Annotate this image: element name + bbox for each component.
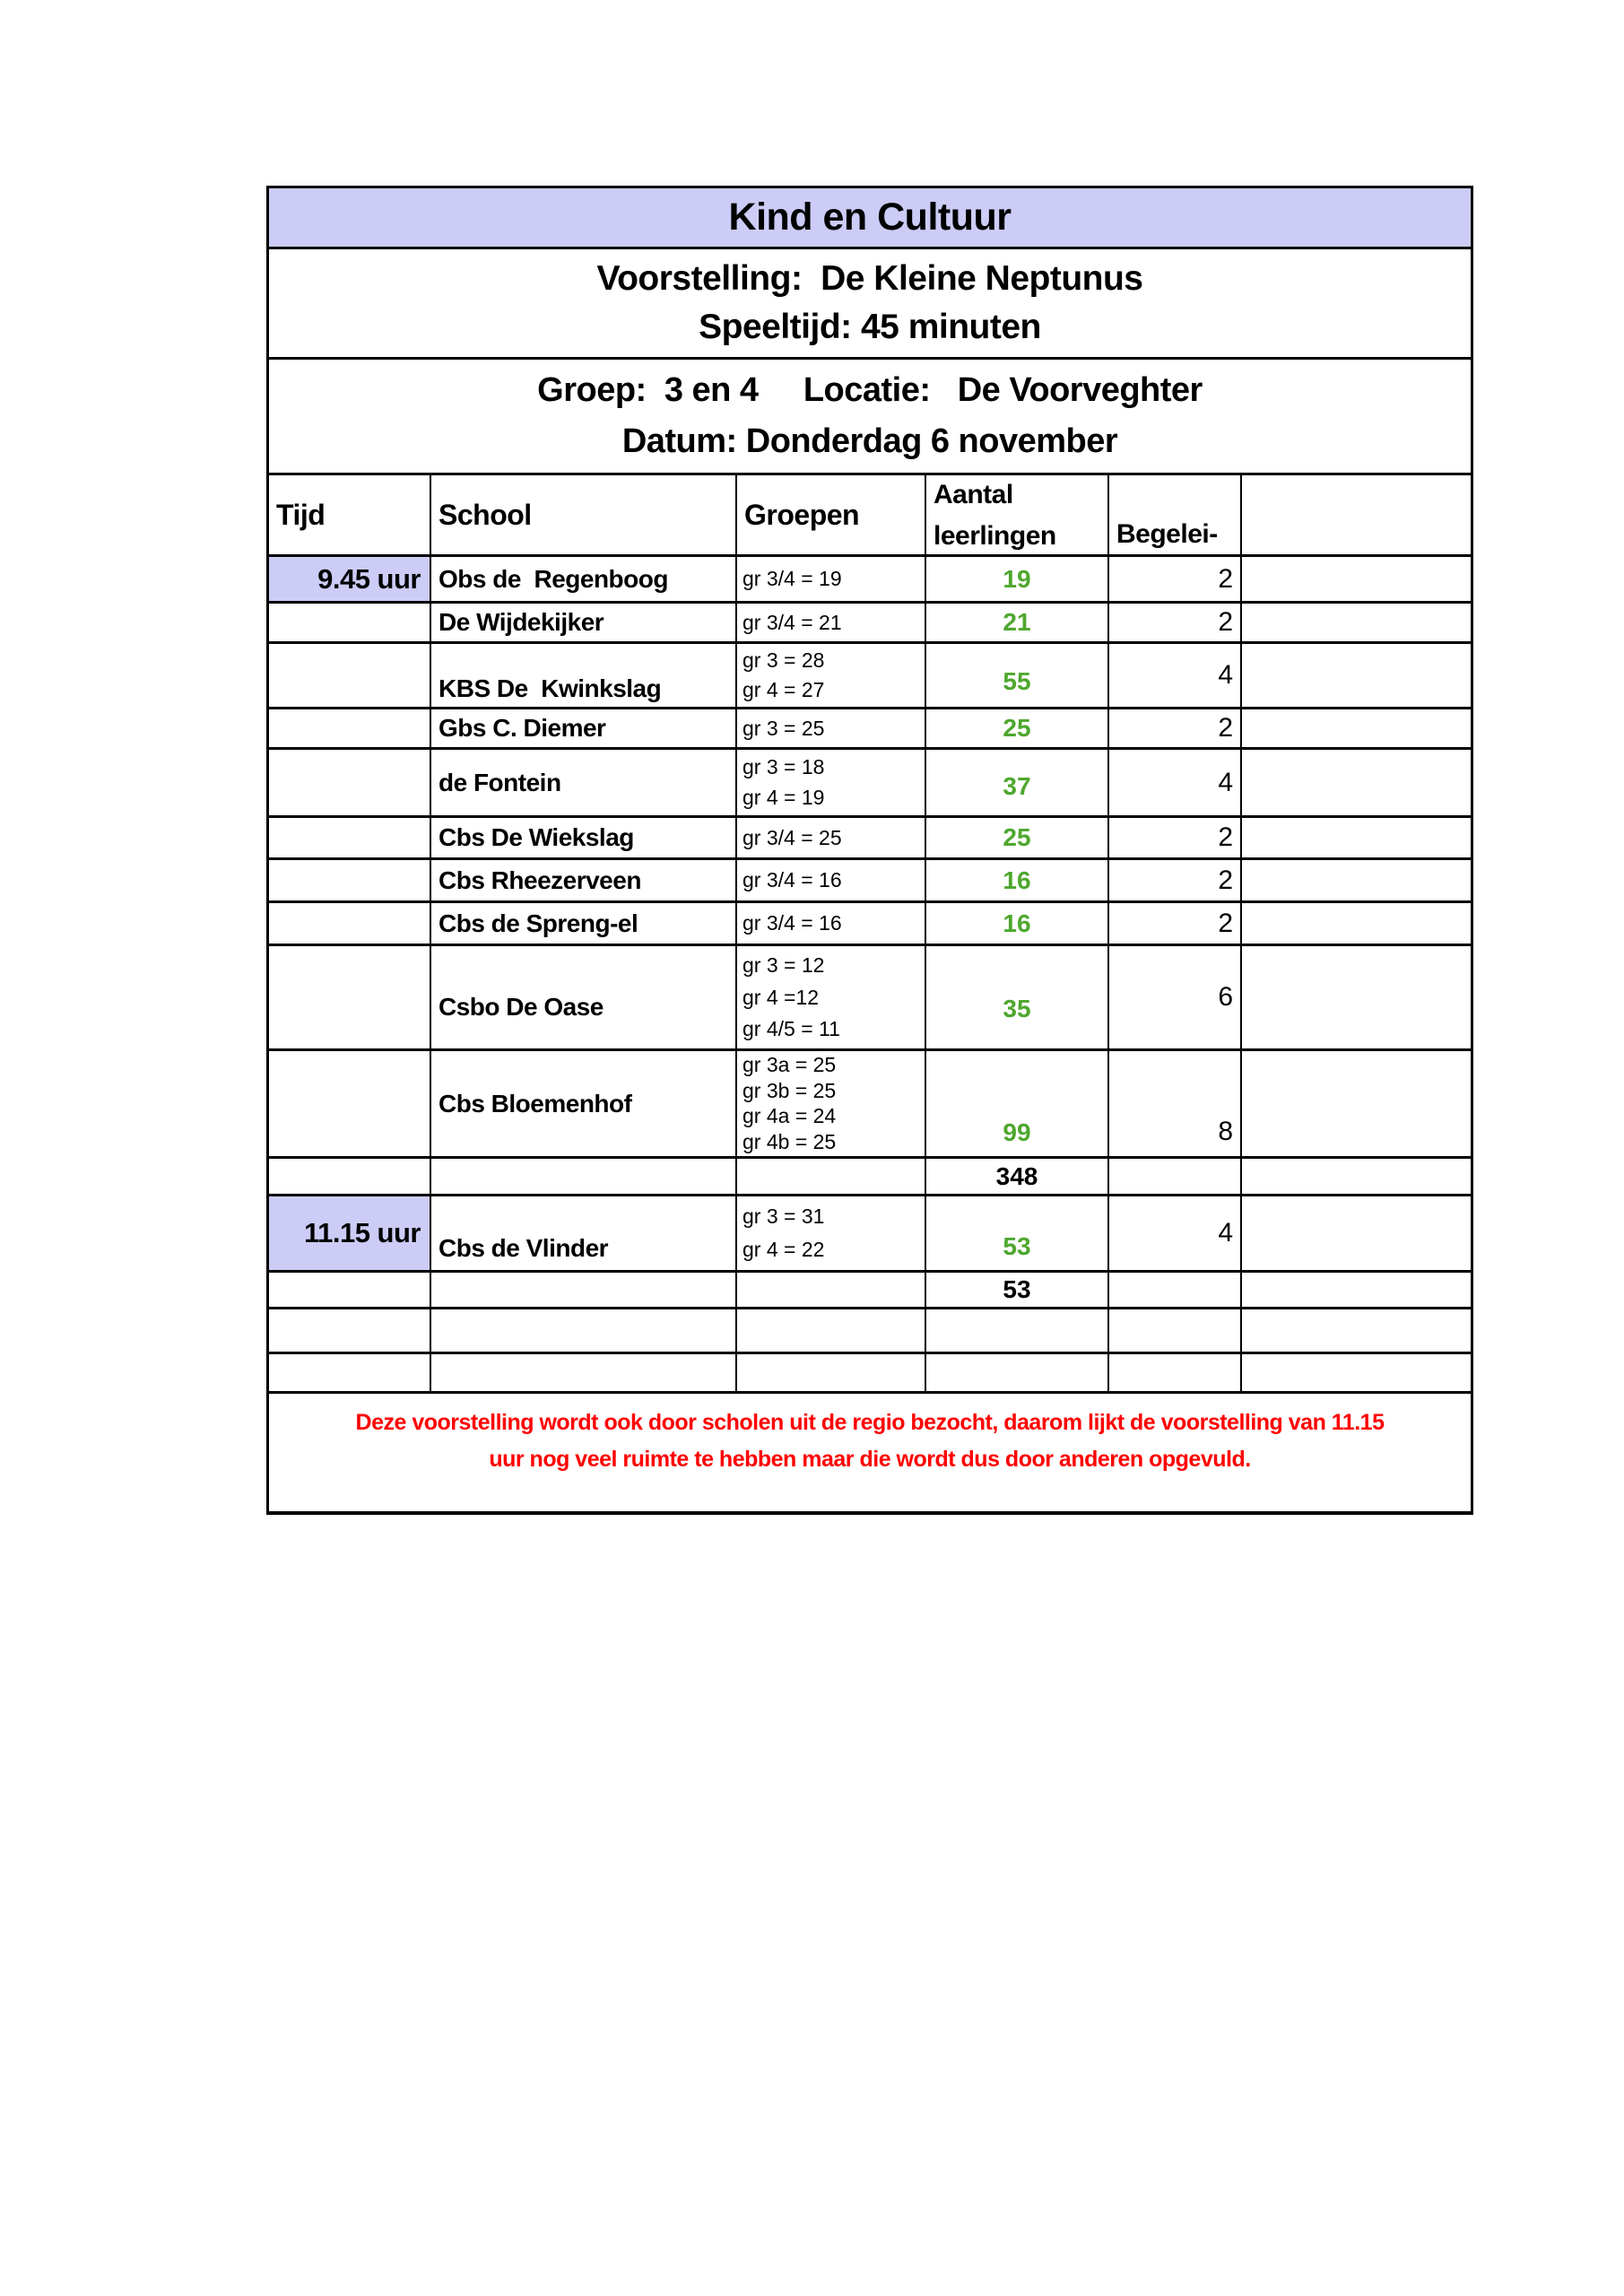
groep-line: gr 4 =12 [743, 985, 820, 1009]
groepen-cell [737, 946, 926, 1048]
tijd-cell: 9.45 uur [269, 557, 431, 601]
extra-cell [1242, 604, 1471, 641]
column-header-row [269, 475, 1471, 557]
group-info-band [269, 360, 1471, 475]
school-cell: Cbs De Wiekslag [431, 818, 737, 857]
groepen-cell [737, 1051, 926, 1156]
show-info-band [269, 249, 1471, 360]
extra-cell [1242, 644, 1471, 707]
voorstelling-line: Voorstelling: De Kleine Neptunus [596, 258, 1143, 298]
extra-cell [1242, 903, 1471, 944]
aantal-cell: 53 [926, 1273, 1109, 1307]
aantal-cell: 55 [926, 644, 1109, 707]
groepen-cell [737, 709, 926, 747]
groep-line: gr 3/4 = 16 [743, 911, 842, 935]
header-aantal-line1: Aantal [934, 480, 1013, 509]
groep-line: gr 4 = 19 [743, 785, 825, 809]
groep-line: gr 3 = 25 [743, 716, 825, 740]
school-cell: De Wijdekijker [431, 604, 737, 641]
school-cell: Csbo De Oase [431, 946, 737, 1048]
tijd-cell [269, 860, 431, 900]
begeleiders-cell: 4 [1109, 750, 1242, 815]
school-cell: Gbs C. Diemer [431, 709, 737, 747]
table-body [269, 557, 1471, 1394]
groepen-cell [737, 1196, 926, 1270]
begeleiders-cell: 2 [1109, 709, 1242, 747]
begeleiders-cell: 2 [1109, 818, 1242, 857]
begeleiders-cell [1109, 1159, 1242, 1194]
aantal-cell: 53 [926, 1196, 1109, 1270]
speeltijd-line: Speeltijd: 45 minuten [699, 308, 1041, 347]
extra-cell [1242, 1354, 1471, 1391]
table-row [269, 818, 1471, 860]
groep-line: gr 3 = 12 [743, 953, 825, 978]
tijd-cell [269, 709, 431, 747]
tijd-cell [269, 1159, 431, 1194]
note-line2: uur nog veel ruimte te hebben maar die wordt dus door anderen opgevuld. [489, 1447, 1251, 1473]
header-school: School [431, 475, 737, 554]
table-row [269, 1273, 1471, 1309]
tijd-cell [269, 750, 431, 815]
begeleiders-cell: 2 [1109, 903, 1242, 944]
begeleiders-cell: 2 [1109, 604, 1242, 641]
table-row [269, 1196, 1471, 1273]
table-row [269, 557, 1471, 604]
extra-cell [1242, 1051, 1471, 1156]
school-cell: KBS De Kwinkslag [431, 644, 737, 707]
tijd-cell [269, 903, 431, 944]
datum-line: Datum: Donderdag 6 november [621, 422, 1118, 460]
schedule-table [266, 186, 1473, 1515]
extra-cell [1242, 1309, 1471, 1352]
tijd-cell [269, 818, 431, 857]
begeleiders-cell [1109, 1273, 1242, 1307]
extra-cell [1242, 750, 1471, 815]
school-cell: Cbs Bloemenhof [431, 1051, 737, 1156]
title-band [269, 188, 1471, 249]
school-cell: Cbs Rheezerveen [431, 860, 737, 900]
extra-cell [1242, 709, 1471, 747]
groep-line: gr 4a = 24 [743, 1104, 837, 1128]
aantal-cell [926, 1309, 1109, 1352]
header-extra [1242, 475, 1471, 554]
begeleiders-cell [1109, 1354, 1242, 1391]
extra-cell [1242, 1273, 1471, 1307]
groepen-cell [737, 860, 926, 900]
groep-locatie-line: Groep: 3 en 4 Locatie: De Voorveghter [537, 371, 1203, 410]
school-cell [431, 1354, 737, 1391]
tijd-cell [269, 1354, 431, 1391]
groep-line: gr 3/4 = 25 [743, 825, 842, 849]
groepen-cell [737, 644, 926, 707]
aantal-cell: 19 [926, 557, 1109, 601]
groep-line: gr 3b = 25 [743, 1078, 837, 1102]
note-text [269, 1394, 1471, 1511]
begeleiders-cell: 2 [1109, 557, 1242, 601]
groep-line: gr 3/4 = 19 [743, 567, 842, 590]
table-row [269, 1309, 1471, 1354]
groepen-cell [737, 750, 926, 815]
note-line1: Deze voorstelling wordt ook door scholen uit de regio bezocht, daarom lijkt de voorstelling van 11.15 [355, 1410, 1385, 1435]
header-groepen: Groepen [737, 475, 926, 554]
groep-line: gr 3a = 25 [743, 1052, 837, 1076]
aantal-cell: 99 [926, 1051, 1109, 1156]
extra-cell [1242, 557, 1471, 601]
table-row [269, 750, 1471, 818]
groepen-cell [737, 557, 926, 601]
table-row [269, 604, 1471, 644]
tijd-cell [269, 946, 431, 1048]
extra-cell [1242, 818, 1471, 857]
extra-cell [1242, 946, 1471, 1048]
aantal-cell: 21 [926, 604, 1109, 641]
extra-cell [1242, 1159, 1471, 1194]
tijd-cell [269, 644, 431, 707]
aantal-cell: 37 [926, 750, 1109, 815]
aantal-cell: 35 [926, 946, 1109, 1048]
groepen-cell [737, 1159, 926, 1194]
groepen-cell [737, 818, 926, 857]
groepen-cell [737, 1354, 926, 1391]
groepen-cell [737, 903, 926, 944]
table-row [269, 1159, 1471, 1196]
tijd-cell [269, 604, 431, 641]
extra-cell [1242, 1196, 1471, 1270]
groepen-cell [737, 1273, 926, 1307]
aantal-cell: 25 [926, 818, 1109, 857]
extra-cell [1242, 860, 1471, 900]
groep-line: gr 4/5 = 11 [743, 1016, 840, 1040]
school-cell [431, 1309, 737, 1352]
school-cell [431, 1159, 737, 1194]
header-begeleiders: Begelei- [1109, 475, 1242, 554]
header-aantal-line2: leerlingen [934, 521, 1056, 551]
school-cell [431, 1273, 737, 1307]
groepen-cell [737, 604, 926, 641]
table-row [269, 1051, 1471, 1159]
tijd-cell [269, 1273, 431, 1307]
groepen-cell [737, 1309, 926, 1352]
groep-line: gr 3/4 = 21 [743, 610, 842, 634]
aantal-cell: 25 [926, 709, 1109, 747]
table-row [269, 860, 1471, 903]
groep-line: gr 3 = 28 [743, 648, 825, 673]
begeleiders-cell [1109, 1309, 1242, 1352]
school-cell: Cbs de Vlinder [431, 1196, 737, 1270]
header-aantal-leerlingen [926, 475, 1109, 554]
page-title: Kind en Cultuur [728, 196, 1012, 239]
begeleiders-cell: 2 [1109, 860, 1242, 900]
begeleiders-cell: 8 [1109, 1051, 1242, 1156]
begeleiders-cell: 4 [1109, 644, 1242, 707]
table-row [269, 709, 1471, 750]
school-cell: Cbs de Spreng-el [431, 903, 737, 944]
table-row [269, 1354, 1471, 1394]
groep-line: gr 4 = 22 [743, 1237, 825, 1261]
tijd-cell: 11.15 uur [269, 1196, 431, 1270]
aantal-cell: 16 [926, 903, 1109, 944]
groep-line: gr 3/4 = 16 [743, 868, 842, 891]
groep-line: gr 4b = 25 [743, 1130, 837, 1154]
begeleiders-cell: 4 [1109, 1196, 1242, 1270]
groep-line: gr 3 = 18 [743, 755, 825, 779]
aantal-cell: 16 [926, 860, 1109, 900]
header-tijd: Tijd [269, 475, 431, 554]
table-row [269, 903, 1471, 946]
school-cell: de Fontein [431, 750, 737, 815]
groep-line: gr 4 = 27 [743, 677, 825, 701]
school-cell: Obs de Regenboog [431, 557, 737, 601]
table-row [269, 946, 1471, 1051]
tijd-cell [269, 1309, 431, 1352]
table-row [269, 644, 1471, 709]
begeleiders-cell: 6 [1109, 946, 1242, 1048]
groep-line: gr 3 = 31 [743, 1205, 825, 1229]
aantal-cell: 348 [926, 1159, 1109, 1194]
aantal-cell [926, 1354, 1109, 1391]
tijd-cell [269, 1051, 431, 1156]
